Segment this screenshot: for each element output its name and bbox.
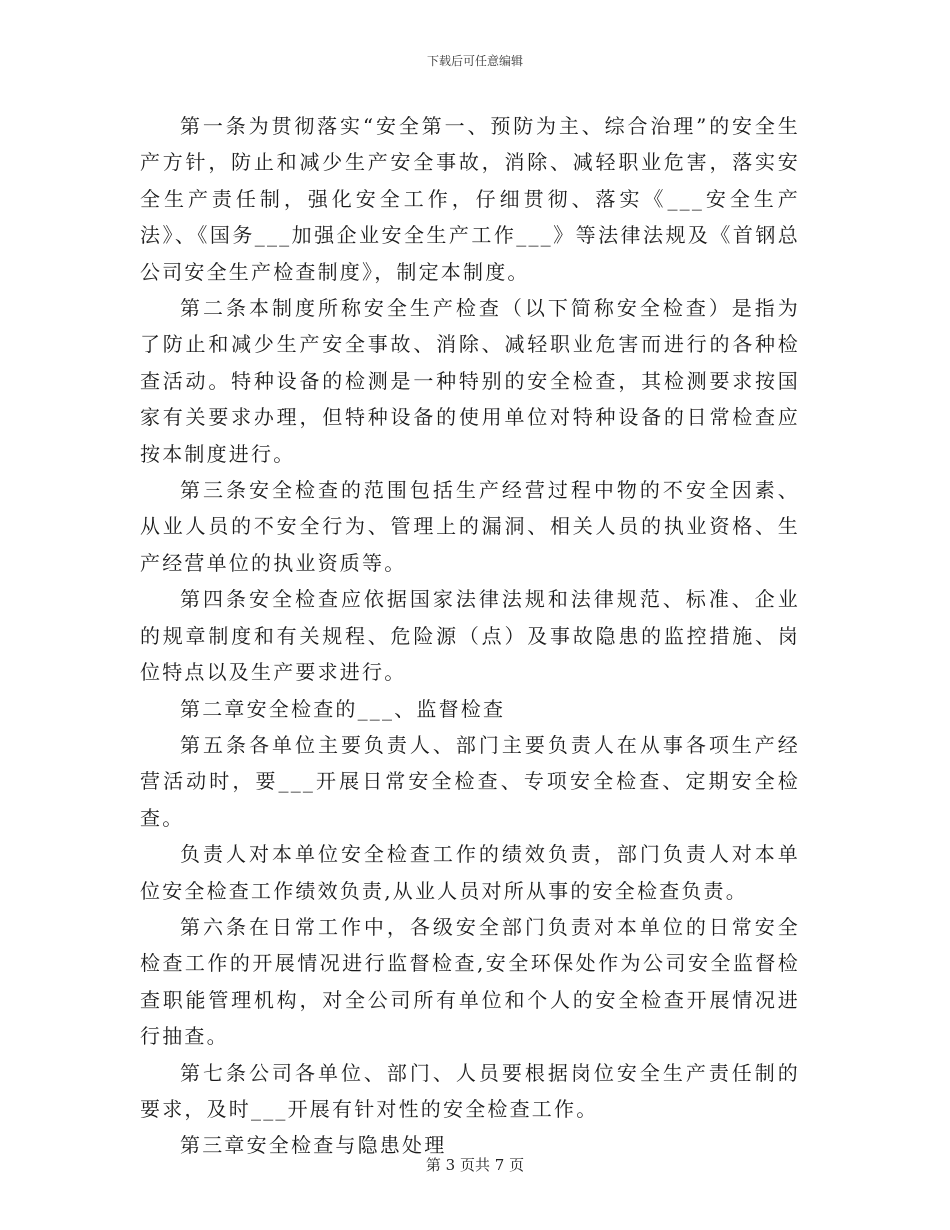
paragraph-article-4: 第四条安全检查应依据国家法律法规和法律规范、标准、企业的规章制度和有关规程、危险源（点）及事故隐患的监控措施、岗位特点以及生产要求进行。	[140, 587, 800, 685]
paragraph-article-7: 第七条公司各单位、部门、人员要根据岗位安全生产责任制的要求，及时___开展有针对性的安全检查工作。	[140, 1060, 800, 1121]
page-number: 第 3 页共 7 页	[425, 1156, 525, 1174]
paragraph-article-2: 第二条本制度所称安全生产检查（以下简称安全检查）是指为了防止和减少生产安全事故、消除、减轻职业危害而进行的各种检查活动。特种设备的检测是一种特别的安全检查，其检测要求按国家有关要求办理，但特种设备的使用单位对特种设备的日常检查应按本制度进行。	[140, 296, 800, 466]
page-header-note: 下载后可任意编辑	[426, 54, 523, 68]
chapter-2-heading: 第二章安全检查的___、监督检查	[180, 696, 506, 721]
document-body	[140, 108, 800, 1164]
chapter-3-heading: 第三章安全检查与隐患处理	[180, 1133, 447, 1158]
paragraph-responsibility: 负责人对本单位安全检查工作的绩效负责，部门负责人对本单位安全检查工作绩效负责,从业人员对所从事的安全检查负责。	[140, 842, 800, 903]
paragraph-article-5: 第五条各单位主要负责人、部门主要负责人在从事各项生产经营活动时，要___开展日常安全检查、专项安全检查、定期安全检查。	[140, 732, 800, 830]
paragraph-article-1: 第一条为贯彻落实“安全第一、预防为主、综合治理”的安全生产方针，防止和减少生产安全事故，消除、减轻职业危害，落实安全生产责任制，强化安全工作，仔细贯彻、落实《___安全生产法》、《国务___加强企业安全生产工作___》等法律法规及《首钢总公司安全生产检查制度》，制定本制度。	[140, 114, 800, 284]
paragraph-article-6: 第六条在日常工作中，各级安全部门负责对本单位的日常安全检查工作的开展情况进行监督检查,安全环保处作为公司安全监督检查职能管理机构，对全公司所有单位和个人的安全检查开展情况进行抽查。	[140, 914, 800, 1049]
paragraph-article-3: 第三条安全检查的范围包括生产经营过程中物的不安全因素、从业人员的不安全行为、管理上的漏洞、相关人员的执业资格、生产经营单位的执业资质等。	[140, 478, 800, 575]
